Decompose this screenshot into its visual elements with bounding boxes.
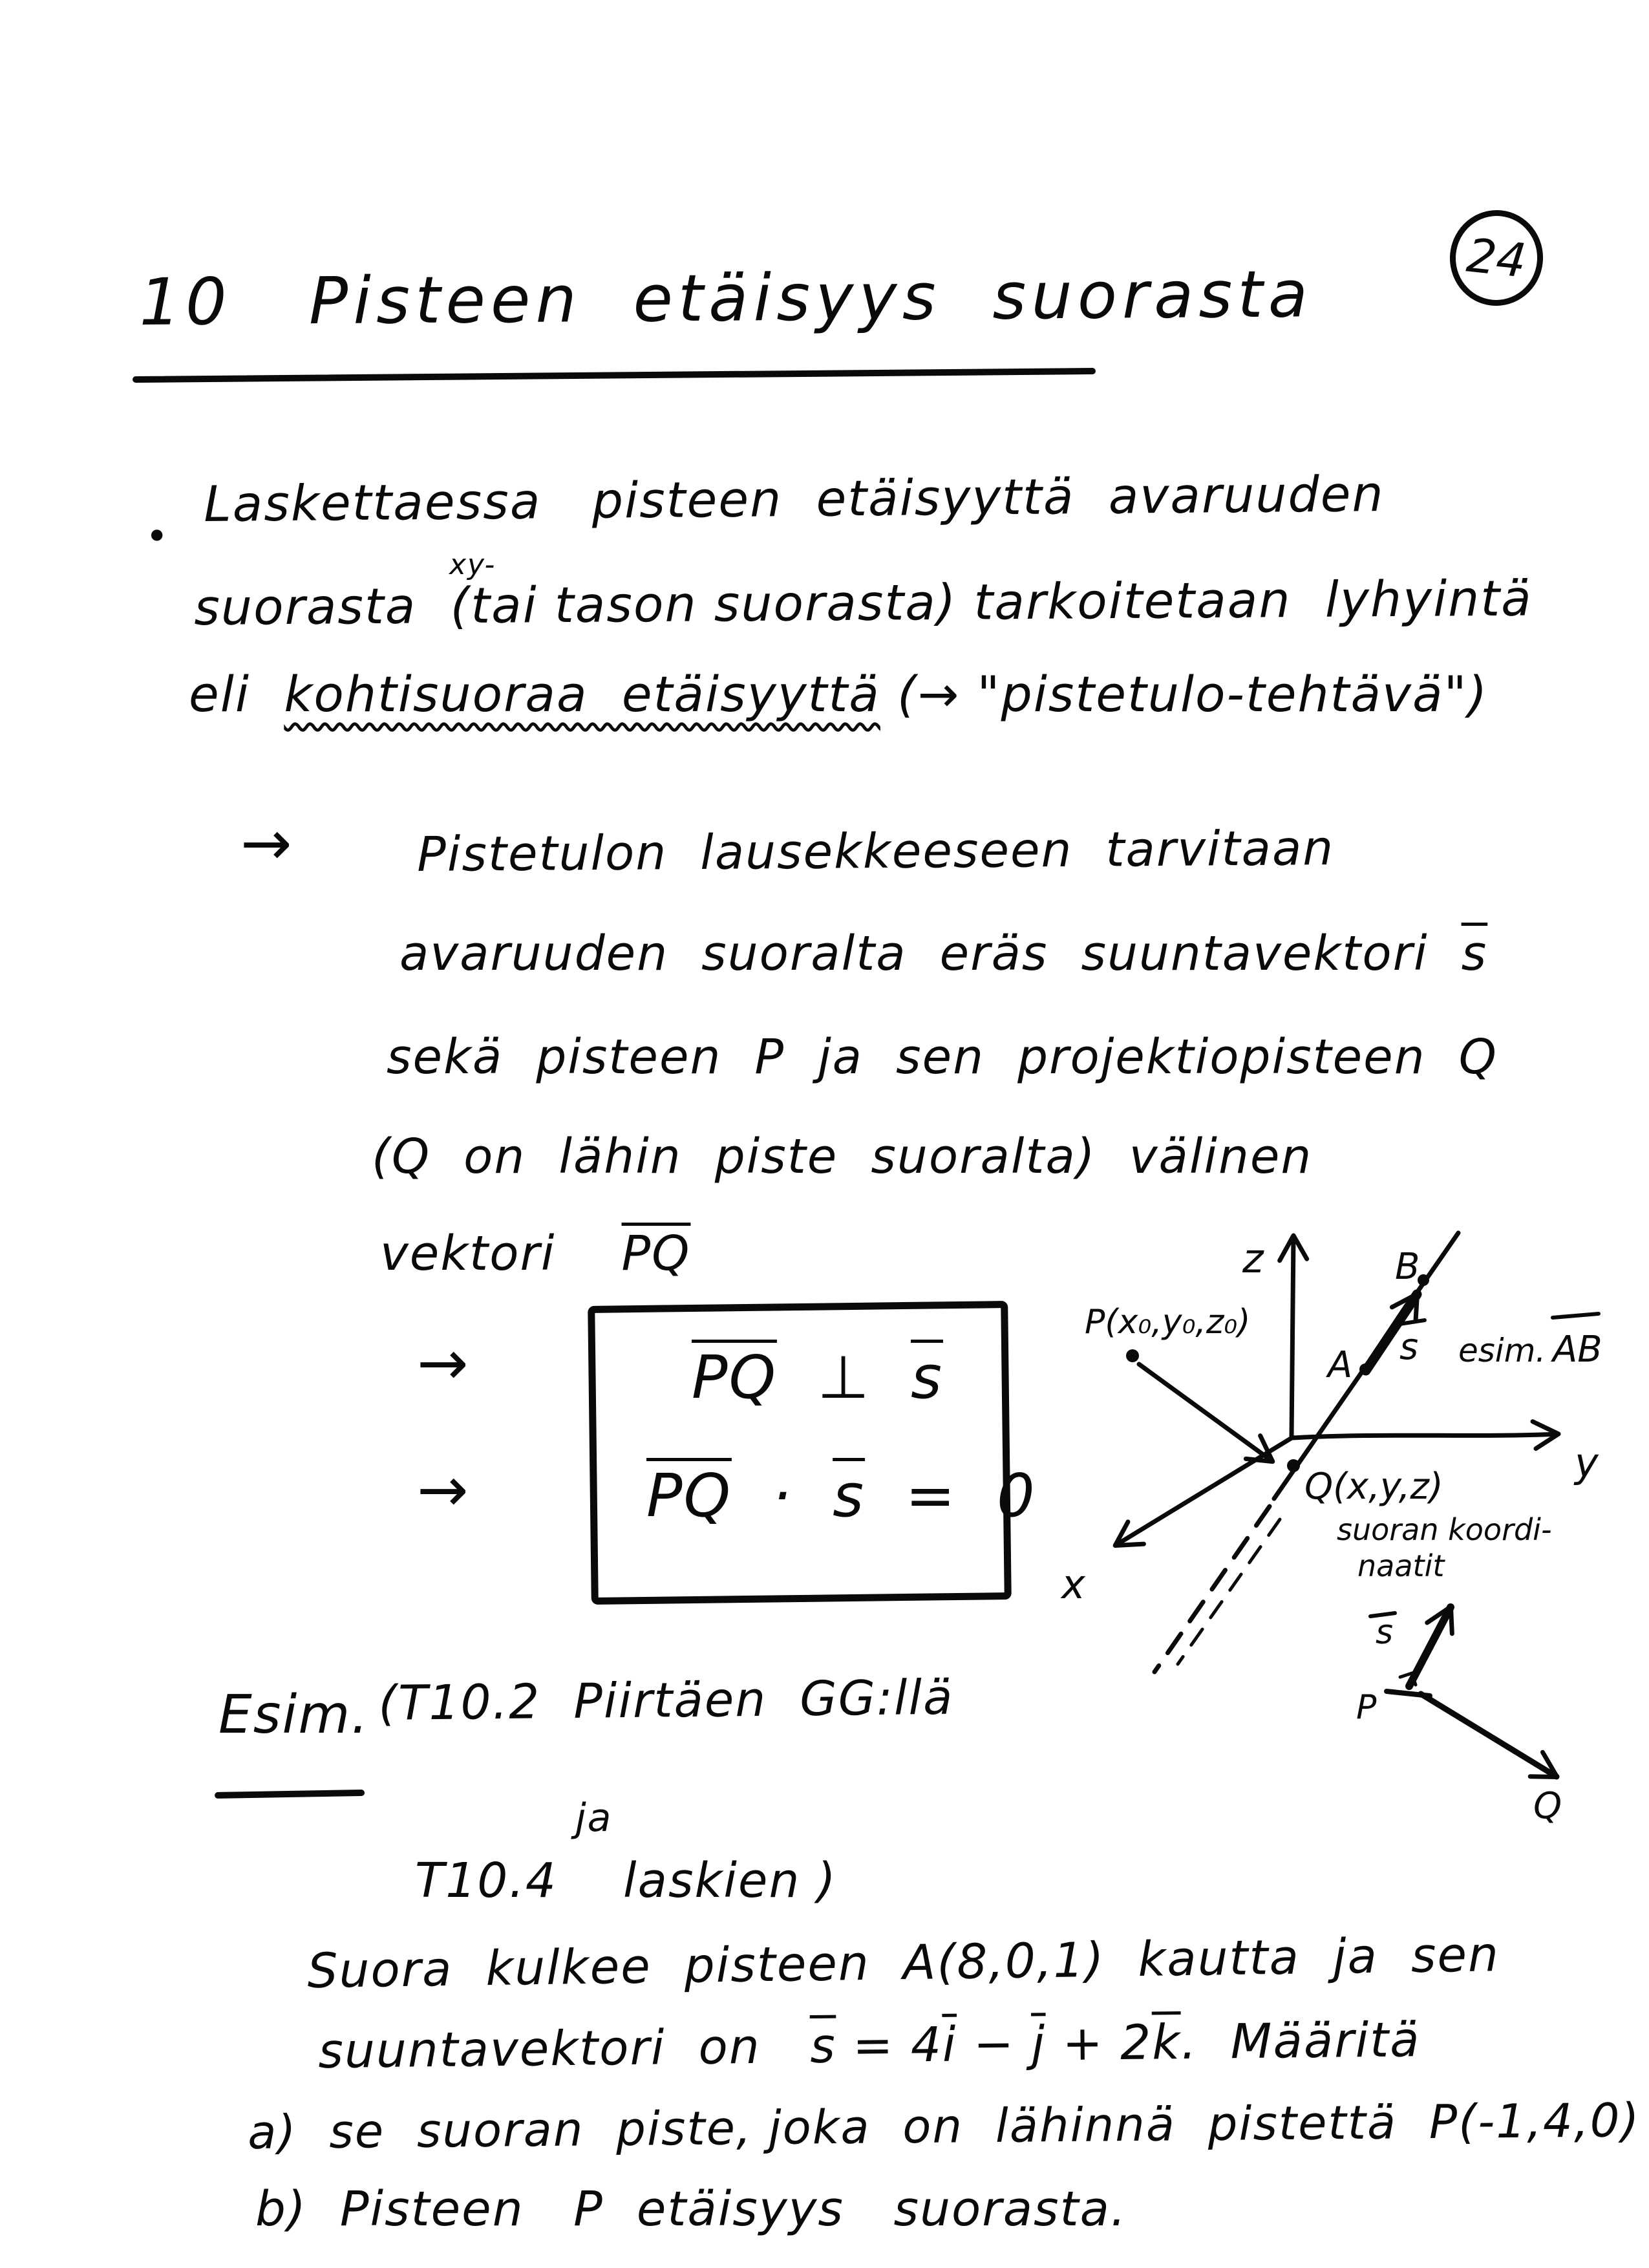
- derivation-line-3: sekä pisteen P ja sen projektiopisteen Q: [387, 1029, 1498, 1085]
- z-axis-label: z: [1242, 1235, 1264, 1282]
- problem-line-2: [317, 2012, 1421, 2079]
- box-arrow-1-icon: →: [417, 1328, 470, 1399]
- derivation-line-5-pre: vektori: [380, 1226, 622, 1281]
- problem-line-1: Suora kulkee pisteen A(8,0,1) kautta ja sen: [306, 1927, 1500, 1999]
- example-line-2: T10.4 laskien ): [415, 1853, 837, 1909]
- vector-i: $\overline{i}$: [942, 2017, 957, 2073]
- example-heading-underline: [215, 1790, 365, 1799]
- intro-line-3: [189, 665, 1489, 723]
- intro-line-2-pre: suorasta (tai: [193, 576, 555, 636]
- math-plus-2: + 2: [1045, 2015, 1153, 2072]
- math-minus: −: [957, 2016, 1032, 2073]
- mini-p-label: P: [1356, 1688, 1377, 1727]
- problem-item-b: b) Pisteen P etäisyys suorasta.: [255, 2181, 1127, 2237]
- intro-line-3-underlined: kohtisuoraa etäisyyttä: [284, 665, 880, 723]
- mini-pq-arrow: [1421, 1694, 1557, 1777]
- derivation-line-2-pre: avaruuden suoralta eräs suuntavektori: [399, 926, 1462, 981]
- formula-dot-product: [646, 1461, 1036, 1530]
- problem-item-a: a) se suoran piste, joka on lähinnä pistettä P(-1,4,0): [247, 2093, 1641, 2159]
- example-conjunction: ja: [575, 1795, 613, 1841]
- esim-text: esim.: [1458, 1332, 1546, 1369]
- problem-line-2-pre: suuntavektori on: [317, 2018, 811, 2079]
- mini-s-arrow: [1409, 1607, 1451, 1686]
- page-number: 24: [1464, 228, 1529, 288]
- point-p-dot: [1126, 1349, 1139, 1362]
- coordinate-diagram: [1021, 1196, 1649, 1881]
- formula1-s: $\overline{s}$: [911, 1343, 943, 1412]
- y-axis: [1293, 1434, 1558, 1438]
- line-dashed-2: [1178, 1519, 1280, 1664]
- intro-line-2-post: suorasta) tarkoitetaan lyhyintä: [697, 569, 1533, 633]
- example-heading: Esim.: [218, 1684, 370, 1746]
- box-arrow-2-icon: →: [417, 1455, 470, 1526]
- vector-s: $\overline{s}$: [809, 2018, 837, 2075]
- pq-vector-symbol: $\overline{PQ}$: [621, 1226, 691, 1281]
- math-eq-4: = 4: [836, 2017, 943, 2074]
- vector-j: $\overline{j}$: [1031, 2016, 1047, 2072]
- implies-arrow-icon: →: [240, 808, 293, 879]
- q-point-label: Q(x,y,z): [1304, 1466, 1443, 1508]
- derivation-line-2: [399, 926, 1488, 981]
- pq-vector-arrow: [1139, 1364, 1272, 1461]
- q-note-line-2: naatit: [1357, 1548, 1445, 1583]
- derivation-line-4: (Q on lähin piste suoralta) välinen: [372, 1129, 1313, 1184]
- page-number-badge: [1445, 206, 1548, 310]
- a-label: A: [1328, 1344, 1353, 1386]
- y-axis-label: y: [1575, 1439, 1599, 1486]
- mini-q-label: Q: [1533, 1785, 1562, 1827]
- s-vector-symbol: $\overline{s}$: [1461, 926, 1488, 981]
- formula1-pq: $\overline{PQ}$: [692, 1343, 777, 1412]
- line-dashed-1: [1154, 1506, 1270, 1672]
- esim-ab-label: AB: [1553, 1329, 1602, 1371]
- x-axis: [1116, 1437, 1293, 1545]
- intro-line-2-word: tason: [554, 575, 697, 634]
- point-q-dot: [1287, 1459, 1300, 1472]
- s-label: s: [1399, 1326, 1419, 1368]
- q-note-line-1: suoran koordi-: [1337, 1512, 1552, 1547]
- page-title: 10 Pisteen etäisyys suorasta: [138, 256, 1314, 340]
- intro-line-2: [193, 569, 1533, 636]
- intro-line-3-pre: eli: [189, 665, 284, 723]
- bullet-dot: •: [145, 514, 170, 559]
- b-label: B: [1395, 1246, 1420, 1288]
- intro-line-1: Laskettaessa pisteen etäisyyttä avaruuden: [203, 465, 1385, 533]
- problem-line-2-post: . Määritä: [1180, 2012, 1421, 2071]
- derivation-line-1: Pistetulon lausekkeeseen tarvitaan: [416, 820, 1335, 883]
- vector-k: $\overline{k}$: [1151, 2015, 1182, 2071]
- p-point-label: P(x₀,y₀,z₀): [1085, 1303, 1251, 1342]
- example-line-1: (T10.2 Piirtäen GG:llä: [378, 1669, 954, 1731]
- ab-macron: [1553, 1314, 1599, 1318]
- point-a-dot: [1359, 1364, 1371, 1375]
- equals-zero: = 0: [865, 1461, 1036, 1530]
- formula2-s: $\overline{s}$: [833, 1461, 866, 1530]
- perpendicular-symbol: ⊥: [776, 1343, 911, 1412]
- dot-operator: ·: [731, 1461, 833, 1530]
- formula-perpendicular: [692, 1343, 943, 1412]
- derivation-line-5: [380, 1226, 691, 1281]
- x-axis-label: x: [1061, 1561, 1085, 1608]
- title-underline: [133, 368, 1096, 383]
- formula2-pq: $\overline{PQ}$: [646, 1461, 732, 1530]
- intro-line-3-post: (→ "pistetulo-tehtävä"): [880, 665, 1489, 723]
- z-axis: [1292, 1236, 1293, 1437]
- xy-annotation: xy-: [449, 548, 496, 581]
- mini-s-label: s: [1376, 1613, 1394, 1652]
